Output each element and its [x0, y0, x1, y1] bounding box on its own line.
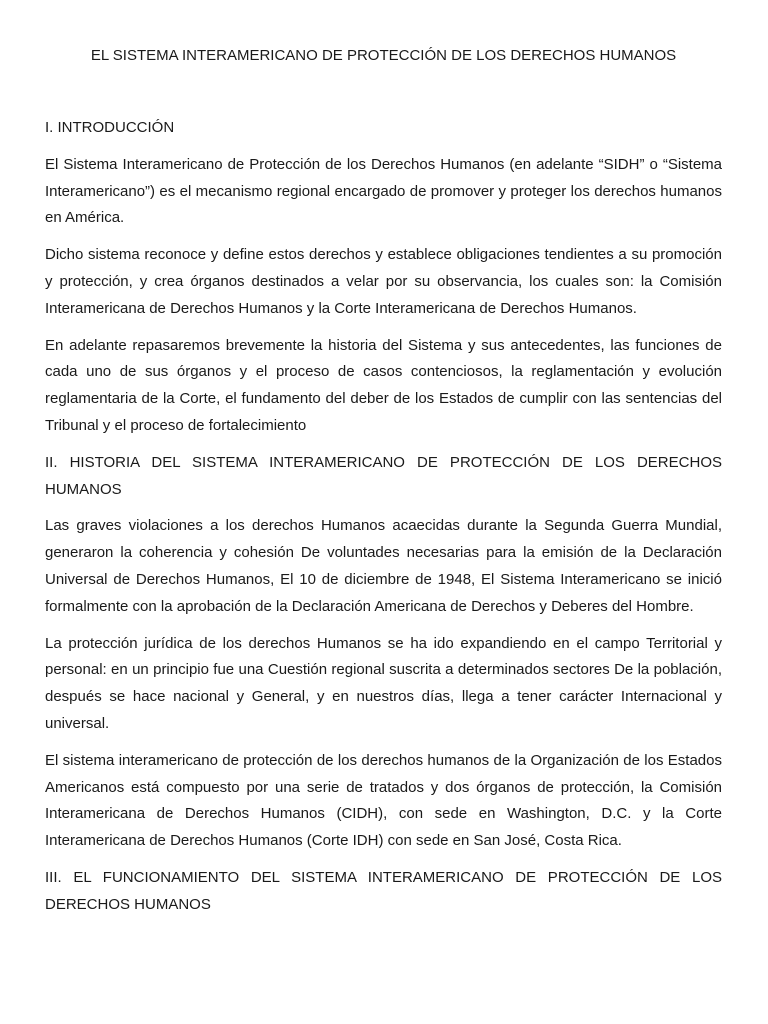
section-heading-introduccion: I. INTRODUCCIÓN [45, 119, 175, 136]
paragraph: El Sistema Interamericano de Protección de los Derechos Humanos (en adelante “SIDH” o “Sistema Interamericano”) es el mecanismo regional encargado de promover y proteger los derechos humanos en América. [45, 155, 722, 227]
paragraph: El sistema interamericano de protección de los derechos humanos de la Organización de los Estados Americanos está compuesto por una serie de tratados y dos órganos de protección, la Comisión Interamericana de Derechos Humanos (CIDH), con sede en Washington, D.C. y la Corte Interamericana de Derechos Humanos (Corte IDH) con sede en San José, Costa Rica. [45, 751, 722, 850]
section-heading-historia: II. HISTORIA DEL SISTEMA INTERAMERICANO DE PROTECCIÓN DE LOS DERECHOS HUMANOS [45, 453, 722, 498]
paragraph: En adelante repasaremos brevemente la historia del Sistema y sus antecedentes, las funciones de cada uno de sus órganos y el proceso de casos contenciosos, la reglamentación y evolución reglamentaria de la Corte, el fundamento del deber de los Estados de cumplir con las sentencias del Tribunal y el proceso de fortalecimiento [45, 336, 722, 434]
section-heading-funcionamiento: III. EL FUNCIONAMIENTO DEL SISTEMA INTERAMERICANO DE PROTECCIÓN DE LOS DERECHOS HUMANOS [45, 868, 722, 913]
paragraph: Dicho sistema reconoce y define estos derechos y establece obligaciones tendientes a su promoción y protección, y crea órganos destinados a velar por su observancia, los cuales son: la Comisión Interamericana de Derechos Humanos y la Corte Interamericana de Derechos Humanos. [45, 246, 722, 317]
paragraph: La protección jurídica de los derechos Humanos se ha ido expandiendo en el campo Territorial y personal: en un principio fue una Cuestión regional suscrita a determinados sectores De la población, después se hace nacional y General, y en nuestros días, llega a tener carácter Internacional y universal. [45, 634, 722, 732]
paragraph: Las graves violaciones a los derechos Humanos acaecidas durante la Segunda Guerra Mundial, generaron la coherencia y cohesión De voluntades necesarias para la emisión de la Declaración Universal de Derechos Humanos, El 10 de diciembre de 1948, El Sistema Interamericano se inició formalmente con la aprobación de la Declaración Americana de Derechos y Deberes del Hombre. [45, 517, 722, 615]
document-body [45, 115, 722, 929]
document-title: EL SISTEMA INTERAMERICANO DE PROTECCIÓN DE LOS DERECHOS HUMANOS [90, 47, 677, 64]
